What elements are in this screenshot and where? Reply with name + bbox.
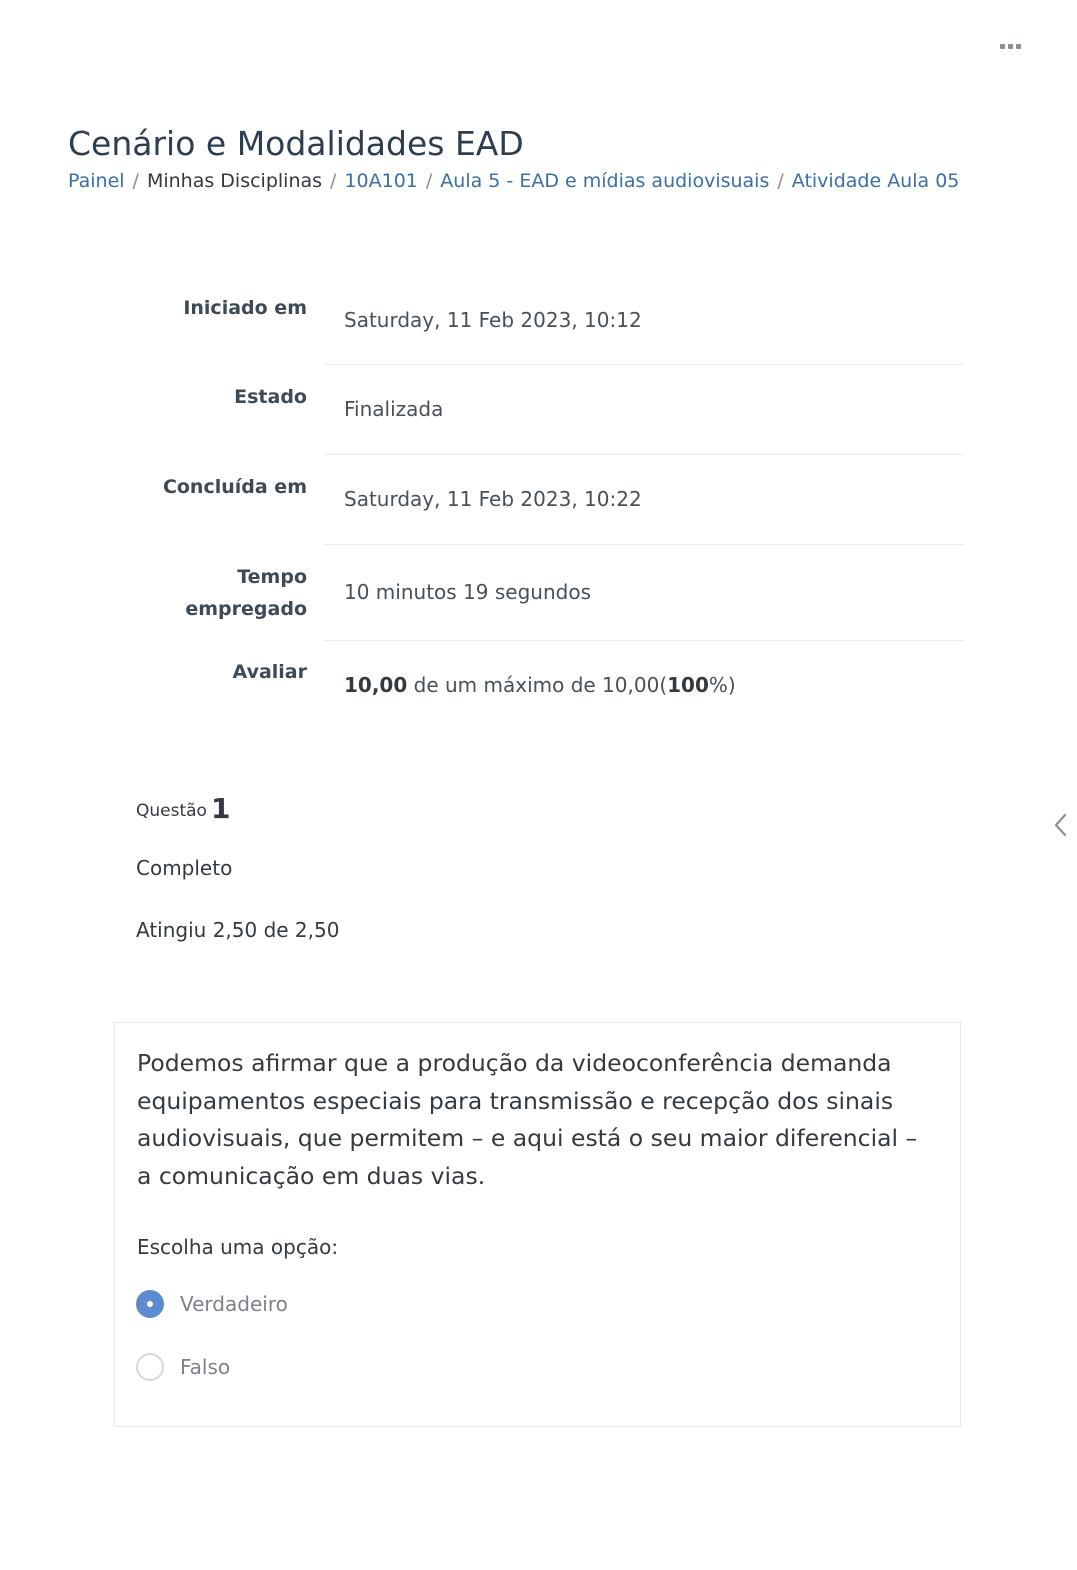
breadcrumb-item-painel[interactable]: Painel (68, 170, 125, 192)
question-label: Questão (136, 801, 207, 821)
grade-value (344, 673, 736, 697)
breadcrumb (68, 170, 959, 192)
started-label: Iniciado em (183, 297, 307, 319)
question-grade: Atingiu 2,50 de 2,50 (136, 918, 340, 942)
question-number (136, 790, 230, 823)
radio-button-selected[interactable] (136, 1290, 164, 1318)
row-divider (324, 364, 964, 365)
question-number-value: 1 (210, 792, 231, 825)
row-divider (324, 544, 964, 545)
option-falso[interactable] (136, 1353, 230, 1381)
time-value: 10 minutos 19 segundos (344, 580, 591, 604)
breadcrumb-item-course[interactable]: 10A101 (344, 170, 418, 192)
completed-value: Saturday, 11 Feb 2023, 10:22 (344, 487, 642, 511)
completed-label: Concluída em (162, 476, 307, 498)
breadcrumb-separator: / (330, 170, 337, 192)
question-prompt: Escolha uma opção: (137, 1235, 339, 1259)
row-divider (324, 454, 964, 455)
time-label-line1: Tempo (237, 566, 307, 588)
time-label (127, 561, 307, 625)
state-label: Estado (234, 386, 307, 408)
grade-percent: 100 (667, 673, 709, 697)
grade-middle: de um máximo de 10,00( (407, 673, 668, 697)
chevron-left-icon[interactable] (1052, 812, 1070, 838)
grade-label: Avaliar (232, 661, 307, 683)
state-value: Finalizada (344, 397, 444, 421)
question-card (114, 1022, 961, 1427)
grade-score: 10,00 (344, 673, 408, 697)
breadcrumb-separator: / (132, 170, 139, 192)
radio-button[interactable] (136, 1353, 164, 1381)
breadcrumb-item-activity[interactable]: Atividade Aula 05 (791, 170, 960, 192)
question-info (136, 790, 340, 942)
question-state: Completo (136, 856, 233, 880)
breadcrumb-separator: / (425, 170, 433, 192)
option-label: Verdadeiro (180, 1292, 288, 1316)
started-value: Saturday, 11 Feb 2023, 10:12 (344, 308, 642, 332)
option-verdadeiro[interactable] (136, 1290, 288, 1318)
time-label-line2: empregado (185, 598, 307, 620)
breadcrumb-separator: / (777, 170, 784, 192)
more-options-icon[interactable] (1000, 44, 1021, 49)
row-divider (324, 640, 964, 641)
breadcrumb-item-section[interactable]: Aula 5 - EAD e mídias audiovisuais (440, 170, 770, 192)
page-title: Cenário e Modalidades EAD (68, 124, 524, 163)
grade-end: %) (708, 673, 736, 697)
breadcrumb-item-minhas-disciplinas: Minhas Disciplinas (146, 170, 323, 192)
option-label: Falso (180, 1355, 231, 1379)
question-text: Podemos afirmar que a produção da videoconferência demanda equipamentos especiais para transmissão e recepção dos sinais audiovisuais, que permitem – e aqui está o seu maior diferencial – a comunicação em duas vias. (137, 1049, 918, 1190)
